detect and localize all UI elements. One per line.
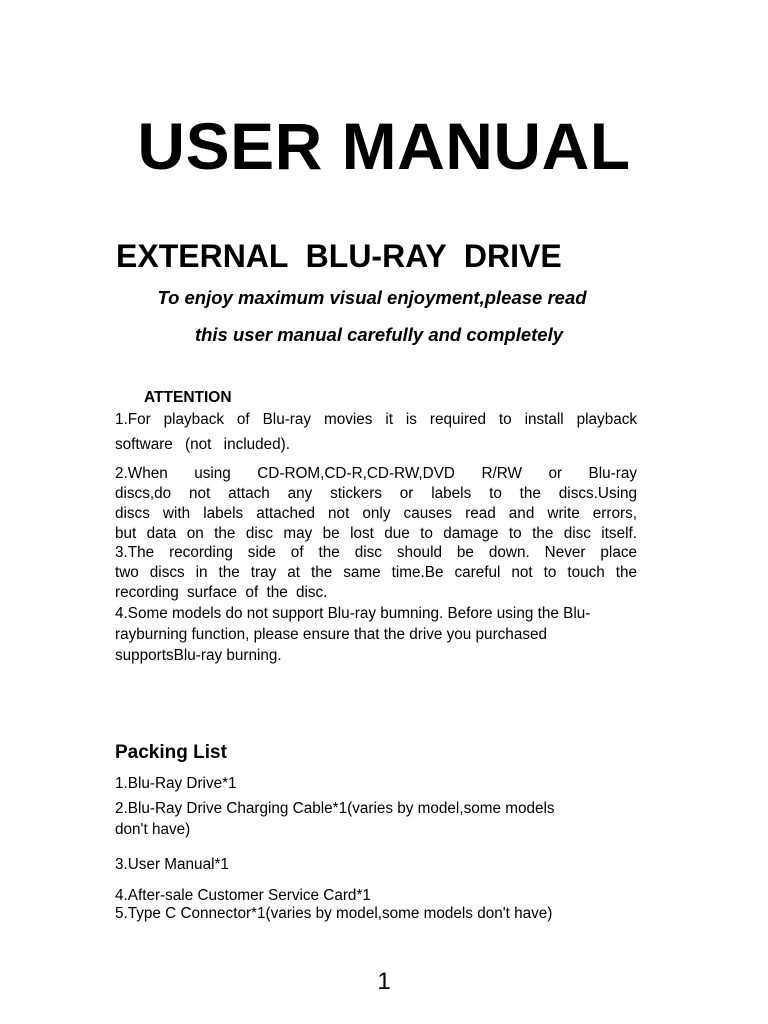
attention-item-2 — [115, 464, 637, 544]
attention-item-line: 2.When using CD-ROM,CD-R,CD-RW,DVD R/RW or Blu-ray — [115, 465, 637, 482]
attention-item-line: discs with labels attached not only causes read and write errors, — [115, 505, 637, 522]
packing-item: 5.Type C Connector*1(varies by model,some models don't have) — [115, 905, 553, 922]
attention-item-line: supportsBlu-ray burning. — [115, 647, 282, 664]
intro-line-2: this user manual carefully and completely — [194, 324, 564, 345]
attention-item-line: 4.Some models do not support Blu-ray bumning. Before using the Blu- — [115, 605, 591, 622]
packing-item: 3.User Manual*1 — [115, 856, 229, 873]
attention-item-3 — [115, 543, 637, 603]
attention-item-line: discs,do not attach any stickers or labels to the discs.Using — [115, 485, 637, 502]
page-number: 1 — [377, 968, 391, 995]
attention-item-line: rayburning function, please ensure that the drive you purchased — [115, 626, 547, 643]
attention-item-line: recording surface of the disc. — [115, 584, 328, 601]
packing-item: 1.Blu-Ray Drive*1 — [115, 775, 237, 792]
attention-item-line: two discs in the tray at the same time.Be careful not to touch the — [115, 564, 637, 581]
packing-item: don't have) — [115, 821, 191, 838]
attention-item-4 — [115, 604, 637, 666]
attention-item-line: 3.The recording side of the disc should be down. Never place — [115, 544, 637, 561]
attention-heading: ATTENTION — [144, 389, 232, 406]
document-subtitle: EXTERNAL BLU-RAY DRIVE — [116, 238, 562, 274]
attention-item-line: but data on the disc may be lost due to damage to the disc itself. — [115, 525, 637, 542]
intro-line-1: To enjoy maximum visual enjoyment,please read — [157, 287, 587, 308]
attention-item-1 — [115, 410, 637, 455]
packing-item: 4.After-sale Customer Service Card*1 — [115, 887, 371, 904]
attention-item-line: 1.For playback of Blu-ray movies it is required to install playback — [115, 411, 637, 428]
packing-item: 2.Blu-Ray Drive Charging Cable*1(varies by model,some models — [115, 800, 555, 817]
packing-list-heading: Packing List — [115, 742, 227, 763]
attention-item-line: software (not included). — [115, 436, 290, 453]
document-title: USER MANUAL — [137, 109, 631, 183]
